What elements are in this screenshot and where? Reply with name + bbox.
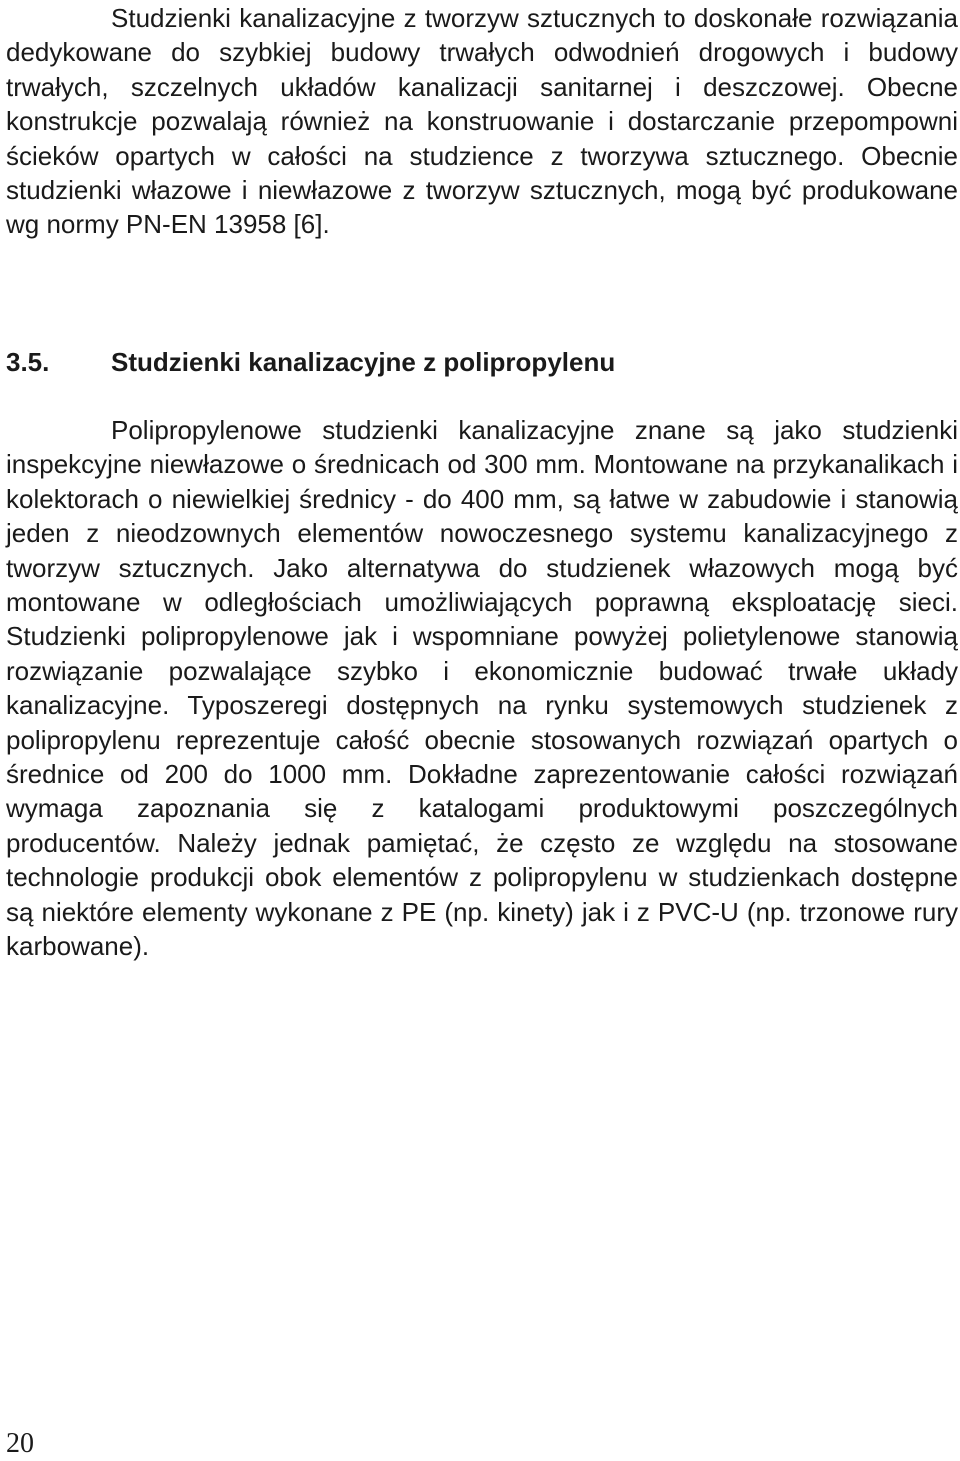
section-heading (6, 345, 958, 379)
paragraph-polypropylene: Polipropylenowe studzienki kanalizacyjne znane są jako studzienki inspekcyjne niewłazowe o średnicach od 300 mm. Montowane na przykanalikach i kolektorach o niewielkiej średnicy - do 400 mm, są łatwe w zabudowie i stanowią jeden z nieodzownych elementów nowoczesnego systemu kanalizacyjnego z tworzyw sztucznych. Jako alternatywa do studzienek włazowych mogą być montowane w odległościach umożliwiających poprawną eksploatację sieci. Studzienki polipropylenowe jak i wspomniane powyżej polietylenowe stanowią rozwiązanie pozwalające szybko i ekonomicznie budować trwałe układy kanalizacyjne. Typoszeregi dostępnych na rynku systemowych studzienek z polipropylenu reprezentuje całość obecnie stosowanych rozwiązań opartych o średnice od 200 do 1000 mm. Dokładne zaprezentowanie całości rozwiązań wymaga zapoznania się z katalogami produktowymi poszczególnych producentów. Należy jednak pamiętać, że często ze względu na stosowane technologie produkcji obok elementów z polipropylenu w studzienkach dostępne są niektóre elementy wykonane z PE (np. kinety) jak i z PVC-U (np. trzonowe rury karbowane). (6, 415, 958, 962)
section-number: 3.5. (6, 347, 50, 377)
section-title: Studzienki kanalizacyjne z polipropylenu (111, 347, 616, 377)
page-number: 20 (6, 1428, 34, 1459)
paragraph-intro: Studzienki kanalizacyjne z tworzyw sztucznych to doskonałe rozwiązania dedykowane do szybkiej budowy trwałych odwodnień drogowych i budowy trwałych, szczelnych układów kanalizacji sanitarnej i deszczowej. Obecne konstrukcje pozwalają również na konstruowanie i dostarczanie przepompowni ścieków opartych w całości na studzience z tworzywa sztucznego. Obecnie studzienki włazowe i niewłazowe z tworzyw sztucznych, mogą być produkowane wg normy PN-EN 13958 [6]. (6, 3, 958, 240)
